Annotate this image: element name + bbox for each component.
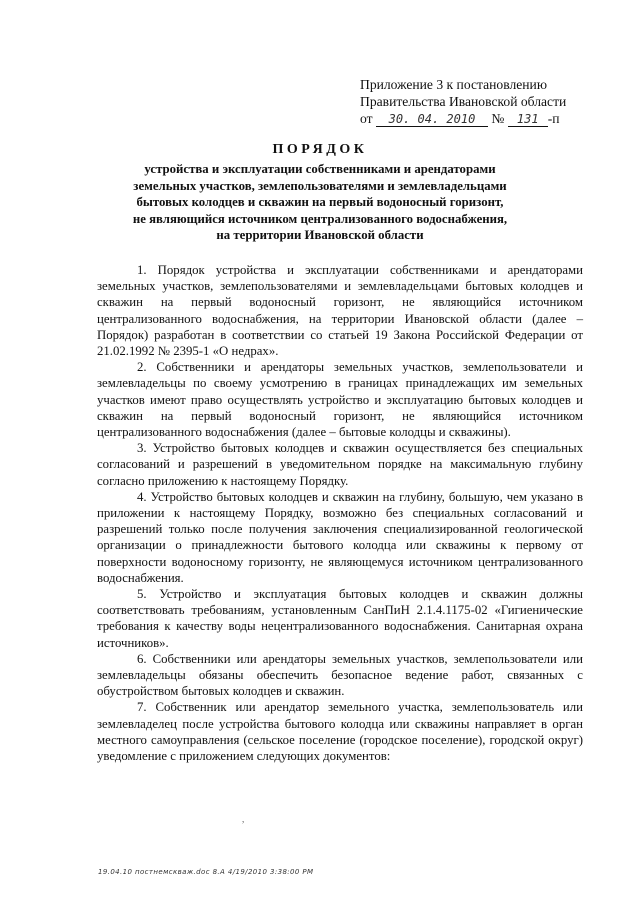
- subtitle-line: устройства и эксплуатации собственниками и арендаторами: [144, 162, 496, 176]
- paragraph-2: 2. Собственники и арендаторы земельных участков, землепользователи и землевладельцы по своему усмотрению в границах принадлежащих им земельных участков имеют право осуществлять устройство и эксплуатацию бытовых колодцев и скважин на первый водоносный горизонт, не являющийся источником централизованного водоснабжения (далее – бытовые колодцы и скважины).: [97, 360, 583, 440]
- paragraph-3: 3. Устройство бытовых колодцев и скважин осуществляется без специальных согласований и разрешений в уведомительном порядке на максимальную глубину согласно приложению к настоящему Порядку.: [97, 441, 583, 488]
- paragraph-1: 1. Порядок устройства и эксплуатации собственниками и арендаторами земельных участков, землепользователями и землевладельцами бытовых колодцев и скважин на первый водоносный горизонт, не являющийся источником централизованного водоснабжения, на территории Ивановской области (далее – Порядок) разработан в соответствии со статьей 19 Закона Российской Федерации от 21.02.1992 № 2395-1 «О недрах».: [97, 263, 583, 359]
- number-field: [508, 112, 548, 127]
- subtitle-line: бытовых колодцев и скважин на первый водоносный горизонт,: [136, 195, 504, 209]
- document-title-block: [100, 141, 540, 244]
- date-value: 30. 04. 2010: [388, 112, 476, 126]
- stray-mark: ,: [242, 814, 245, 824]
- appendix-line-2: Правительства Ивановской области: [360, 94, 567, 109]
- paragraph-7: 7. Собственник или арендатор земельного участка, землепользователь или землевладелец после устройства бытового колодца или скважины направляет в орган местного самоуправления (сельское поселение (городское поселение), городской округ) уведомление с приложением следующих документов:: [97, 700, 583, 764]
- paragraph-4: 4. Устройство бытовых колодцев и скважин на глубину, большую, чем указано в приложении к настоящему Порядку, возможно без специальных согласований и разрешений только после получения заключения специализированной геологической организации о принадлежности бытового колодца или скважины к первому от поверхности водоносному горизонту, не являющемуся источником централизованного водоснабжения.: [97, 489, 583, 585]
- document-title: ПОРЯДОК: [272, 142, 368, 157]
- appendix-header: [360, 76, 600, 127]
- paragraph-5: 5. Устройство и эксплуатация бытовых колодцев и скважин должны соответствовать требованиям, установленным СанПиН 2.1.4.1175-02 «Гигиенические требования к качеству воды нецентрализованного водоснабжения. Санитарная охрана источников».: [97, 587, 583, 650]
- file-path-footer: 19.04.10 постнемскваж.doc 8.A 4/19/2010 3:38:00 PM: [98, 868, 314, 876]
- document-body: [97, 262, 583, 764]
- number-value: 131: [516, 112, 539, 126]
- subtitle-line: на территории Ивановской области: [216, 228, 424, 242]
- subtitle-line: земельных участков, землепользователями и землевладельцами: [133, 178, 507, 193]
- paragraph-6: 6. Собственники или арендаторы земельных участков, землепользователи или землевладельцы обязаны обеспечить безопасное ведение работ, связанных с обустройством бытовых колодцев и скважин.: [97, 651, 583, 699]
- from-label: от: [360, 111, 373, 126]
- number-suffix: -п: [547, 111, 560, 126]
- subtitle-line: не являющийся источником централизованного водоснабжения,: [132, 211, 508, 226]
- appendix-line-1: Приложение 3 к постановлению: [360, 77, 547, 92]
- appendix-date-number-line: [360, 110, 600, 127]
- date-field: [376, 112, 488, 127]
- number-label: №: [491, 111, 505, 126]
